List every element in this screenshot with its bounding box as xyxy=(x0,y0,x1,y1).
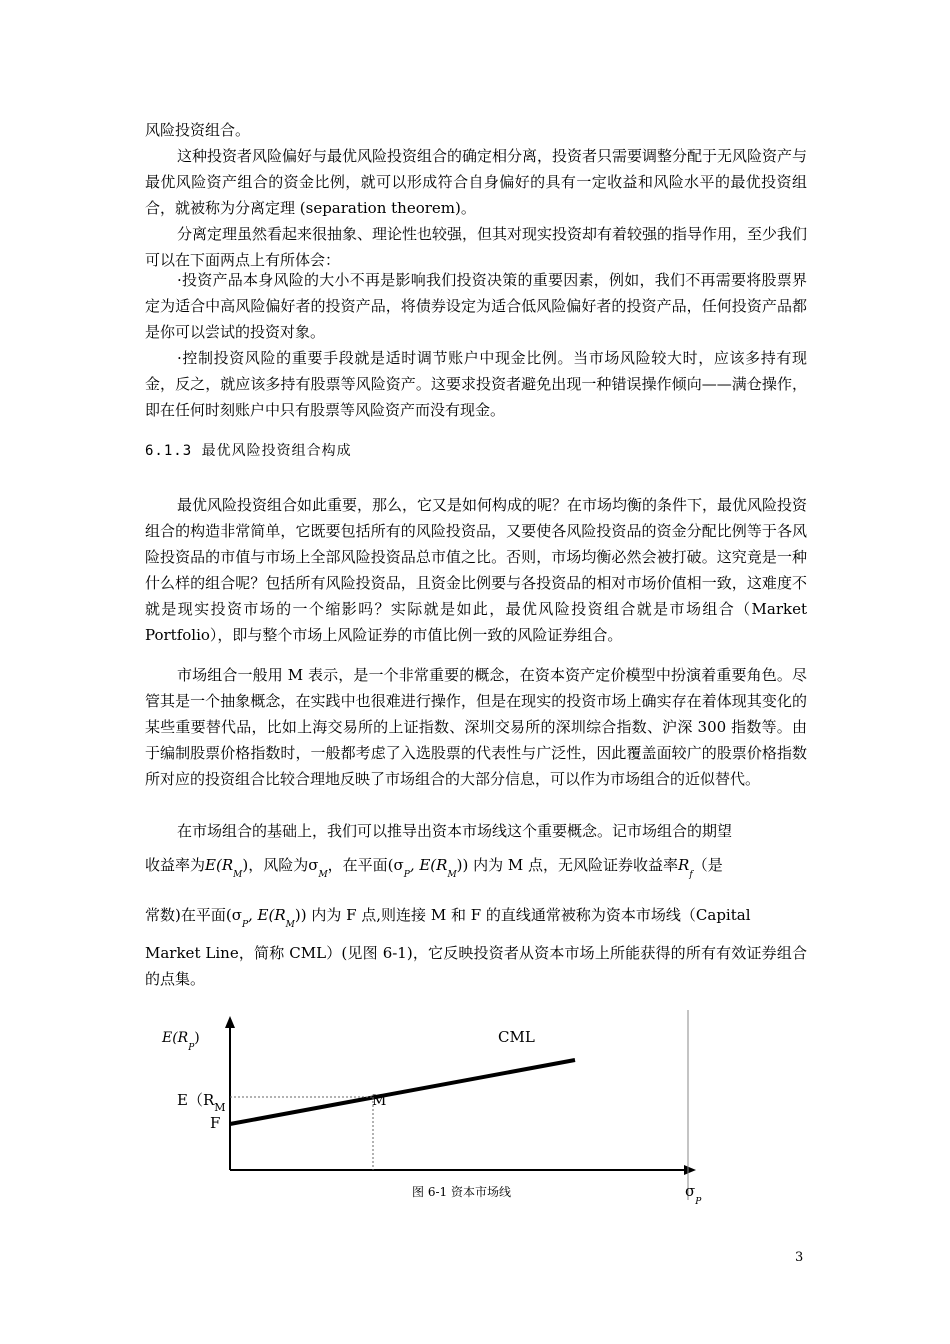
paragraph: 分离定理虽然看起来很抽象、理论性也较强，但其对现实投资却有着较强的指导作用，至少我们可以在下面两点上有所体会： xyxy=(145,225,808,269)
point-m-label: M xyxy=(372,1093,387,1109)
y-axis-label: $E(R_P)$ xyxy=(162,1030,200,1053)
formula-line: 常数)在平面($\sigma_P$, $E(R_M)$) 内为 F 点,则连接 M 和 F 的直线通常被称为资本市场线（Capital xyxy=(145,906,751,930)
paragraph: 在市场组合的基础上，我们可以推导出资本市场线这个重要概念。记市场组合的期望 xyxy=(177,822,733,840)
x-axis-arrow xyxy=(684,1165,696,1175)
x-axis-label: $\sigma_P$ xyxy=(685,1182,702,1207)
page-number: 3 xyxy=(795,1250,804,1265)
paragraph: 最优风险投资组合如此重要，那么，它又是如何构成的呢？在市场均衡的条件下，最优风险投资组合的构造非常简单，它既要包括所有的风险投资品，又要使各风险投资品的资金分配比例等于各风险投资品的市值与市场上全部风险投资品总市值之比。否则，市场均衡必然会被打破。这究竟是一种什么样的组合呢？包括所有风险投资品，且资金比例要与各投资品的相对市场价值相一致，这难度不就是现实投资市场的一个缩影吗？实际就是如此，最优风险投资组合就是市场组合（Market Portfolio），即与整个市场上风险证券的市值比例一致的风险证券组合。 xyxy=(145,496,808,644)
figure-cml xyxy=(140,1010,720,1210)
figure-caption: 图 6-1 资本市场线 xyxy=(412,1185,511,1199)
cml-label: CML xyxy=(498,1028,535,1046)
formula-line: 收益率为$E(R_M)$，风险为$\sigma_M$，在平面($\sigma_P$, $E(R_M)$) 内为 M 点，无风险证券收益率$R_f$（是 xyxy=(145,856,723,880)
paragraph: 这种投资者风险偏好与最优风险投资组合的确定相分离，投资者只需要调整分配于无风险资产与最优风险资产组合的资金比例，就可以形成符合自身偏好的具有一定收益和风险水平的最优投资组合，就被称为分离定理 (separation theorem)。 xyxy=(145,147,808,217)
formula-line: Market Line，简称 CML）(见图 6-1)，它反映投资者从资本市场上所能获得的所有有效证券组合的点集。 xyxy=(145,944,807,988)
cml-line xyxy=(230,1060,575,1124)
paragraph: 风险投资组合。 xyxy=(145,121,251,139)
section-heading: 6.1.3 最优风险投资组合构成 xyxy=(145,443,352,459)
paragraph: ·投资产品本身风险的大小不再是影响我们投资决策的重要因素，例如，我们不再需要将股票界定为适合中高风险偏好者的投资产品，将债券设定为适合低风险偏好者的投资产品，任何投资产品都是你可以尝试的投资对象。 xyxy=(145,271,807,341)
paragraph: 市场组合一般用 M 表示，是一个非常重要的概念，在资本资产定价模型中扮演着重要角色。尽管其是一个抽象概念，在实践中也很难进行操作，但是在现实的投资市场上确实存在着体现其变化的某些重要替代品，比如上海交易所的上证指数、深圳交易所的深圳综合指数、沪深 300 指数等。由于编制股票价格指数时，一般都考虑了入选股票的代表性与广泛性，因此覆盖面较广的股票价格指数所对应的投资组合比较合理地反映了市场组合的大部分信息，可以作为市场组合的近似替代。 xyxy=(145,666,807,788)
y-axis-arrow xyxy=(225,1016,235,1028)
ytick-f: F xyxy=(210,1114,221,1132)
paragraph: ·控制投资风险的重要手段就是适时调节账户中现金比例。当市场风险较大时，应该多持有现金，反之，就应该多持有股票等风险资产。这要求投资者避免出现一种错误操作倾向——满仓操作，即在任何时刻账户中只有股票等风险资产而没有现金。 xyxy=(145,349,807,419)
ytick-m: $E(R_M$ xyxy=(177,1091,226,1114)
